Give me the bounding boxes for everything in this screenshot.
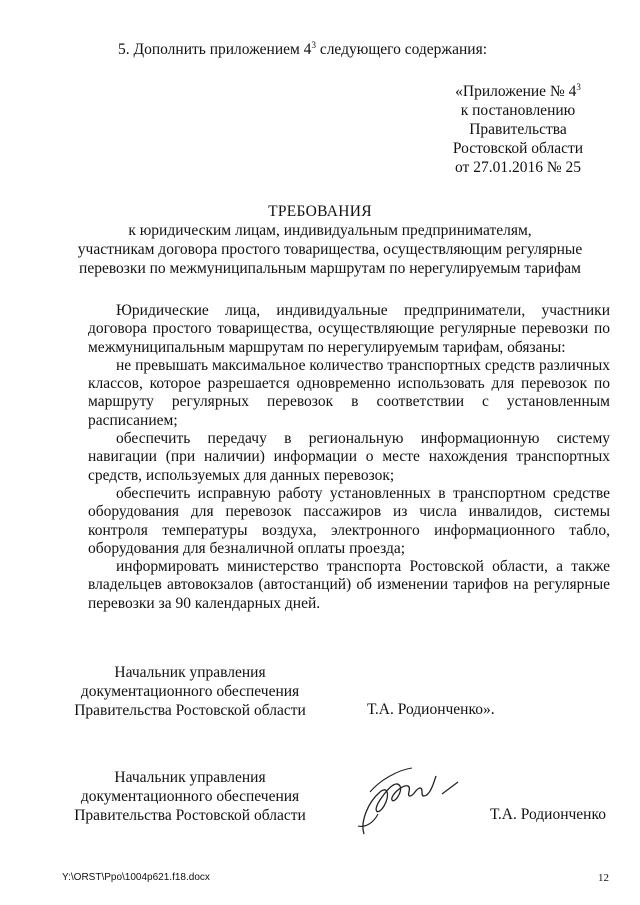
paragraph-navigation: обеспечить передачу в региональную информационную систему навигации (при наличии) информации о месте нахождения транспортных средств, используемых для данных перевозок; [88, 430, 610, 484]
subtitle-line-2: участникам договора простого товарищества, осуществляющим регулярные [77, 241, 583, 258]
intro-text: 5. Дополнить приложением 4 [118, 41, 312, 59]
sig1-position-line-3: Правительства Ростовской области [74, 702, 306, 719]
subtitle-line-3: перевозки по межмуниципальным маршрутам по нерегулируемым тарифам [79, 260, 581, 277]
sig1-position-line-2: документационного обеспечения [80, 683, 300, 700]
signature-block-2 [70, 768, 310, 825]
appendix-superscript: 3 [576, 82, 581, 92]
appendix-line-2: к постановлению [460, 102, 576, 120]
requirements-title: ТРЕБОВАНИЯ [268, 203, 372, 220]
sig2-position-line-3: Правительства Ростовской области [74, 807, 306, 824]
intro-superscript: 3 [311, 40, 316, 50]
sig1-position-line-1: Начальник управления [114, 664, 266, 681]
appendix-line-4: Ростовской области [452, 140, 584, 158]
footer-file-path: Y:\ORST\Ppo\1004p621.f18.docx [62, 872, 210, 883]
sig1-name: Т.А. Родионченко». [367, 701, 495, 718]
sig2-position-line-1: Начальник управления [114, 769, 266, 786]
appendix-line-5: от 27.01.2016 № 25 [455, 159, 581, 177]
paragraph-vehicle-limit: не превышать максимальное количество транспортных средств различных классов, которое разрешается одновременно использовать для перевозок по маршруту регулярных перевозок в соответствии с установленным расписанием; [88, 356, 610, 429]
subtitle-line-1: к юридическим лицам, индивидуальным предпринимателям, [128, 222, 532, 239]
intro-text-after: следующего содержания: [315, 41, 488, 59]
appendix-line-3: Правительства [469, 121, 567, 139]
sig2-position-line-2: документационного обеспечения [80, 788, 300, 805]
body-text [88, 302, 610, 613]
appendix-line-1 [438, 78, 598, 101]
appendix-label: «Приложение № 4 [455, 83, 577, 101]
paragraph-obligations-intro: Юридические лица, индивидуальные предприниматели, участники договора простого товарищества, осуществляющие регулярные перевозки по межмуниципальным маршрутам по нерегулируемым тарифам, обязаны: [88, 302, 610, 356]
signature-block-1 [70, 663, 310, 720]
requirements-subtitle [60, 221, 600, 278]
paragraph-tariff-notice: информировать министерство транспорта Ростовской области, а также владельцев автовокзалов (автостанций) об изменении тарифов на регулярные перевозки за 90 календарных дней. [88, 558, 610, 612]
paragraph-equipment: обеспечить исправную работу установленных в транспортном средстве оборудования для перевозок пассажиров из числа инвалидов, системы контроля температуры воздуха, электронного информационного табло, оборудования для безналичной оплаты проезда; [88, 484, 610, 557]
footer-page-number: 12 [598, 872, 609, 884]
intro-line [118, 40, 487, 59]
handwritten-signature [350, 752, 470, 842]
sig2-name: Т.А. Родионченко [490, 806, 606, 823]
appendix-header [438, 78, 598, 177]
